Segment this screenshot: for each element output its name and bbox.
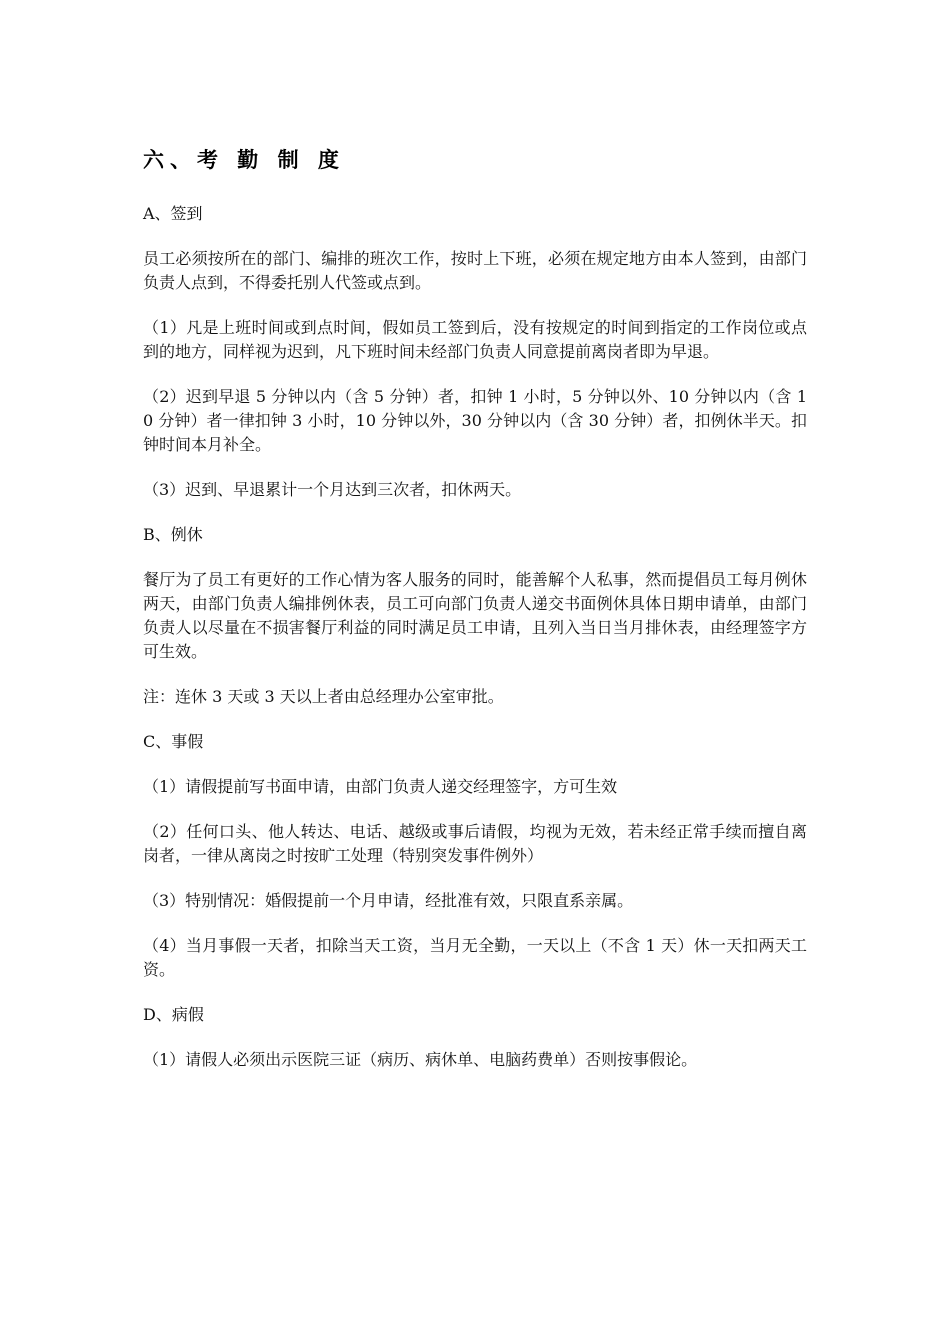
paragraph: （3）特别情况：婚假提前一个月申请，经批准有效，只限直系亲属。: [143, 891, 634, 910]
paragraph: （1）请假提前写书面申请，由部门负责人递交经理签字，方可生效: [143, 777, 618, 796]
section-c: [143, 730, 807, 982]
section-heading: A、签到: [143, 204, 203, 223]
document-body: [143, 140, 807, 1093]
page-title: 六、考 勤 制 度: [143, 148, 345, 172]
paragraph: （3）迟到、早退累计一个月达到三次者，扣休两天。: [143, 480, 522, 499]
paragraph: （2）任何口头、他人转达、电话、越级或事后请假，均视为无效，若未经正常手续而擅自离岗者，一律从离岗之时按旷工处理（特别突发事件例外）: [143, 822, 807, 865]
paragraph: （1）凡是上班时间或到点时间，假如员工签到后，没有按规定的时间到指定的工作岗位或点到的地方，同样视为迟到，凡下班时间未经部门负责人同意提前离岗者即为早退。: [143, 318, 807, 361]
section-d: [143, 1003, 807, 1072]
section-a: [143, 202, 807, 502]
section-heading: B、例休: [143, 525, 203, 544]
section-heading: D、病假: [143, 1005, 204, 1024]
paragraph: （2）迟到早退 5 分钟以内（含 5 分钟）者，扣钟 1 小时，5 分钟以外、10 分钟以内（含 10 分钟）者一律扣钟 3 小时，10 分钟以外，30 分钟以内（含 30 分钟）者，扣例休半天。扣钟时间本月补全。: [143, 387, 807, 454]
note-paragraph: 注：连休 3 天或 3 天以上者由总经理办公室审批。: [143, 687, 504, 706]
paragraph: （1）请假人必须出示医院三证（病历、病休单、电脑药费单）否则按事假论。: [143, 1050, 698, 1069]
paragraph: 餐厅为了员工有更好的工作心情为客人服务的同时，能善解个人私事，然而提倡员工每月例休两天，由部门负责人编排例休表，员工可向部门负责人递交书面例休具体日期申请单，由部门负责人以尽量在不损害餐厅利益的同时满足员工申请，且列入当日当月排休表，由经理签字方可生效。: [143, 570, 807, 661]
section-heading: C、事假: [143, 732, 204, 751]
paragraph: 员工必须按所在的部门、编排的班次工作，按时上下班，必须在规定地方由本人签到，由部门负责人点到，不得委托别人代签或点到。: [143, 249, 807, 292]
paragraph: （4）当月事假一天者，扣除当天工资，当月无全勤，一天以上（不含 1 天）休一天扣两天工资。: [143, 936, 807, 979]
section-b: [143, 523, 807, 709]
